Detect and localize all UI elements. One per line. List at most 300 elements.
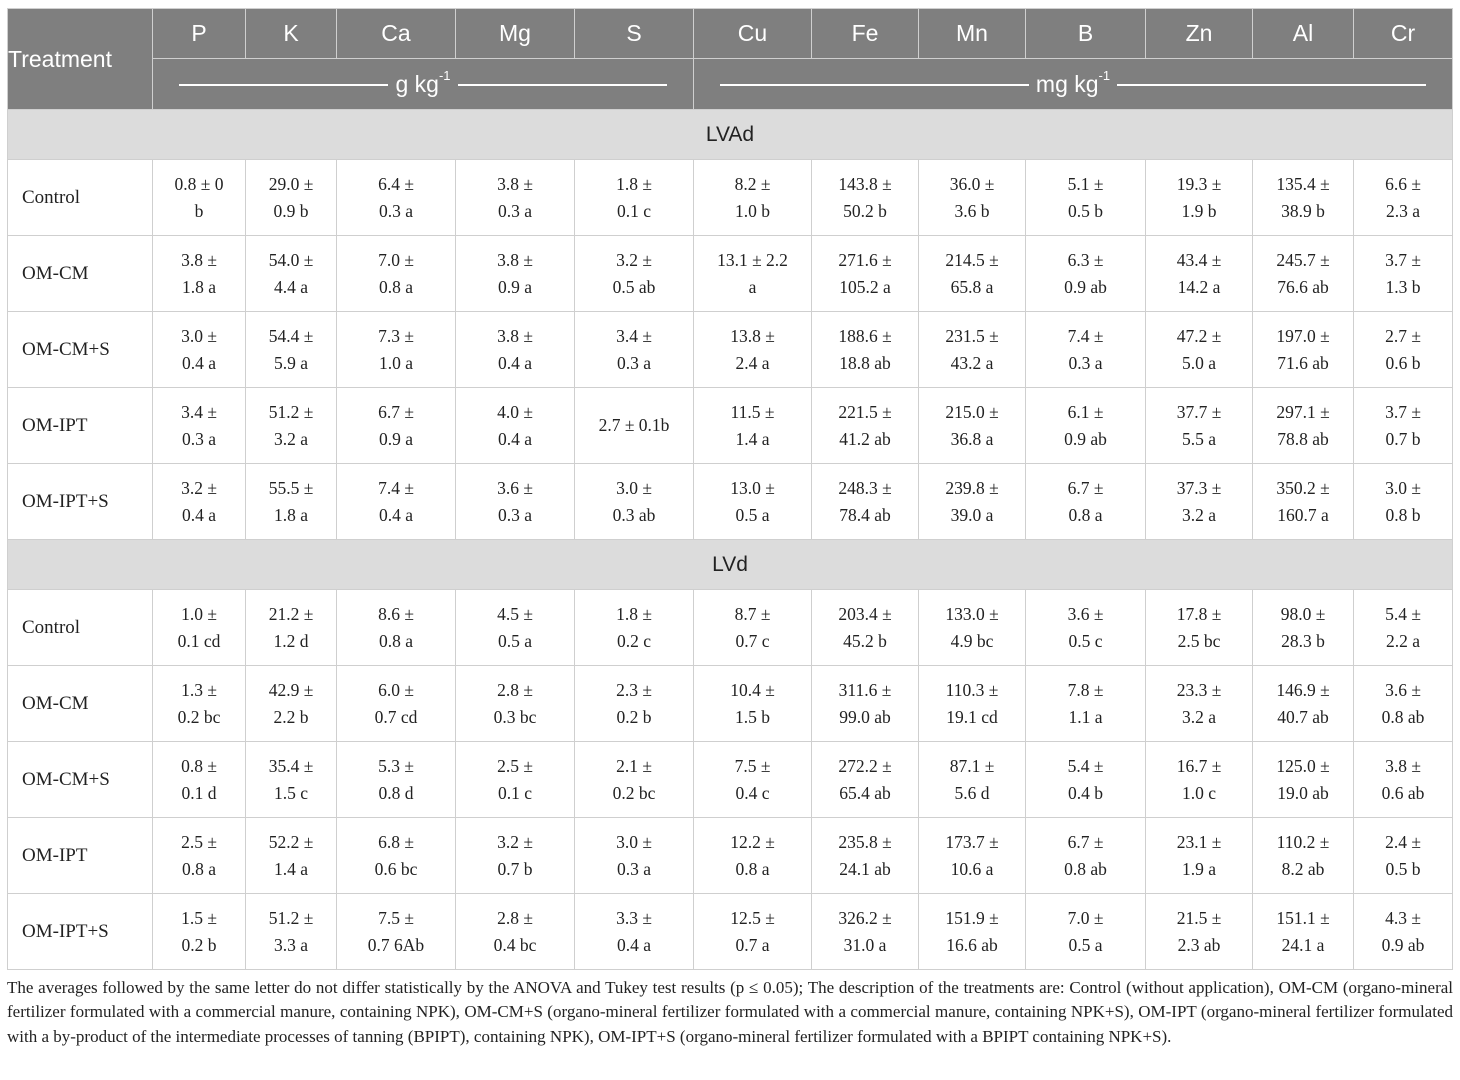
value-error: 0.5 ab xyxy=(612,276,656,297)
value-mean: 7.5 ± xyxy=(378,907,414,928)
value-error: 2.2 b xyxy=(273,706,309,727)
value-mean: 3.6 ± xyxy=(497,477,533,498)
treatment-cell: OM-CM xyxy=(8,666,153,742)
value-cell xyxy=(1026,666,1146,742)
value-error: 1.9 b xyxy=(1181,200,1217,221)
value-error: 4.4 a xyxy=(273,276,309,297)
value-mean: 2.3 ± xyxy=(616,679,652,700)
value-mean: 3.4 ± xyxy=(616,325,652,346)
value-cell xyxy=(694,312,812,388)
value-error: 0.9 ab xyxy=(1064,428,1107,449)
value-error: 0.6 bc xyxy=(374,858,418,879)
value-error: 78.4 ab xyxy=(839,504,891,525)
col-header-al: Al xyxy=(1253,9,1354,59)
value-mean: 3.4 ± xyxy=(181,401,217,422)
value-mean: 6.7 ± xyxy=(378,401,414,422)
value-cell xyxy=(575,160,694,236)
value-error: 1.5 c xyxy=(273,782,309,803)
value-error: 0.8 a xyxy=(378,276,414,297)
value-error: 0.4 a xyxy=(378,504,414,525)
value-cell xyxy=(1354,894,1453,970)
value-mean: 5.1 ± xyxy=(1067,173,1104,194)
value-cell xyxy=(1146,742,1253,818)
value-cell xyxy=(337,236,456,312)
value-error: 0.1 c xyxy=(497,782,533,803)
value-mean: 0.8 ± xyxy=(181,755,217,776)
value-error: 105.2 a xyxy=(839,276,891,297)
group-header-row xyxy=(8,110,1453,160)
value-mean: 16.7 ± xyxy=(1176,755,1222,776)
value-cell xyxy=(456,742,575,818)
value-cell xyxy=(1146,160,1253,236)
value-mean: 125.0 ± xyxy=(1276,755,1330,776)
value-mean: 3.7 ± xyxy=(1385,249,1421,270)
value-error: 3.2 a xyxy=(273,428,309,449)
value-mean: 7.3 ± xyxy=(378,325,414,346)
table-row xyxy=(8,236,1453,312)
value-error: 0.9 b xyxy=(273,200,309,221)
value-mean: 133.0 ± xyxy=(945,603,999,624)
value-cell xyxy=(1354,666,1453,742)
value-error: 0.5 a xyxy=(497,630,533,651)
value-cell xyxy=(694,590,812,666)
value-error: 5.6 d xyxy=(954,782,990,803)
value-error: 2.4 a xyxy=(735,352,770,373)
value-mean: 214.5 ± xyxy=(945,249,999,270)
value-cell xyxy=(575,818,694,894)
value-error: 71.6 ab xyxy=(1277,352,1329,373)
value-cell xyxy=(694,818,812,894)
value-error: 2.2 a xyxy=(1385,630,1421,651)
value-error: 0.8 b xyxy=(1385,504,1421,525)
col-header-ca: Ca xyxy=(337,9,456,59)
value-cell xyxy=(1026,160,1146,236)
value-cell xyxy=(812,666,919,742)
value-cell xyxy=(1253,666,1354,742)
value-error: 0.3 a xyxy=(1068,352,1103,373)
value-mean: 3.8 ± xyxy=(497,325,533,346)
value-error: 0.6 b xyxy=(1385,352,1421,373)
value-error: 0.9 a xyxy=(497,276,533,297)
value-error: 0.3 ab xyxy=(612,504,656,525)
value-cell xyxy=(1253,464,1354,540)
value-error: 39.0 a xyxy=(950,504,994,525)
value-error: 0.7 cd xyxy=(374,706,418,727)
value-cell xyxy=(1253,312,1354,388)
value-error: 0.4 a xyxy=(181,504,217,525)
value-mean: 8.2 ± xyxy=(734,173,771,194)
value-mean: 135.4 ± xyxy=(1276,173,1330,194)
value-cell xyxy=(694,388,812,464)
value-mean: 12.2 ± xyxy=(730,831,775,852)
value-cell xyxy=(1253,894,1354,970)
value-cell xyxy=(919,236,1026,312)
value-cell xyxy=(1146,818,1253,894)
value-cell xyxy=(153,160,246,236)
value-error: 65.4 ab xyxy=(839,782,891,803)
value-error: 0.2 bc xyxy=(612,782,656,803)
value-error: 3.6 b xyxy=(954,200,990,221)
col-header-zn: Zn xyxy=(1146,9,1253,59)
value-mean: 3.8 ± xyxy=(181,249,217,270)
value-mean: 2.7 ± xyxy=(1385,325,1421,346)
value-mean: 7.4 ± xyxy=(378,477,414,498)
value-error: 19.1 cd xyxy=(946,706,998,727)
value-error: b xyxy=(194,200,204,221)
value-mean: 215.0 ± xyxy=(945,401,999,422)
value-mean: 3.0 ± xyxy=(181,325,217,346)
value-cell xyxy=(246,818,337,894)
value-cell xyxy=(456,464,575,540)
value-error: 28.3 b xyxy=(1281,630,1325,651)
value-error: 0.9 ab xyxy=(1381,934,1425,955)
col-header-k: K xyxy=(246,9,337,59)
value-cell xyxy=(575,464,694,540)
value-error: 0.3 a xyxy=(616,352,652,373)
value-mean: 3.8 ± xyxy=(1385,755,1421,776)
value-mean: 51.2 ± xyxy=(268,401,314,422)
value-mean: 245.7 ± xyxy=(1276,249,1330,270)
value-mean: 8.7 ± xyxy=(734,603,771,624)
value-mean: 37.7 ± xyxy=(1176,401,1222,422)
value-cell xyxy=(919,312,1026,388)
value-error: 0.9 a xyxy=(378,428,414,449)
value-error: 0.3 a xyxy=(497,200,533,221)
value-mean: 311.6 ± xyxy=(838,679,892,700)
value-mean: 5.3 ± xyxy=(378,755,414,776)
value-mean: 43.4 ± xyxy=(1176,249,1222,270)
value-cell xyxy=(246,236,337,312)
treatment-header: Treatment xyxy=(8,9,153,110)
value-mean: 5.4 ± xyxy=(1385,603,1421,624)
value-error: 24.1 ab xyxy=(839,858,891,879)
value-cell xyxy=(575,742,694,818)
value-error: 14.2 a xyxy=(1177,276,1221,297)
value-cell xyxy=(456,236,575,312)
value-mean: 203.4 ± xyxy=(838,603,892,624)
value-cell xyxy=(153,312,246,388)
value-cell xyxy=(1146,388,1253,464)
value-error: 0.5 b xyxy=(1385,858,1421,879)
value-cell xyxy=(1146,590,1253,666)
value-cell xyxy=(456,160,575,236)
value-mean: 3.0 ± xyxy=(616,477,652,498)
value-error: 38.9 b xyxy=(1281,200,1325,221)
value-mean: 4.0 ± xyxy=(497,401,533,422)
value-cell xyxy=(575,312,694,388)
value-error: 40.7 ab xyxy=(1277,706,1329,727)
value-mean: 297.1 ± xyxy=(1276,401,1330,422)
value-cell xyxy=(812,312,919,388)
value-cell xyxy=(1354,742,1453,818)
value-mean: 3.7 ± xyxy=(1385,401,1421,422)
value-cell xyxy=(1146,312,1253,388)
value-error: 0.5 c xyxy=(1068,630,1103,651)
col-header-mg: Mg xyxy=(456,9,575,59)
value-cell xyxy=(919,160,1026,236)
value-mean: 2.7 ± 0.1b xyxy=(598,415,670,435)
value-error: 0.3 a xyxy=(181,428,217,449)
value-error: 50.2 b xyxy=(843,200,887,221)
value-cell xyxy=(1354,160,1453,236)
value-cell xyxy=(153,464,246,540)
value-cell xyxy=(153,818,246,894)
value-error: 3.2 a xyxy=(1181,706,1217,727)
value-error: 0.4 bc xyxy=(493,934,537,955)
value-cell xyxy=(812,818,919,894)
value-mean: 10.4 ± xyxy=(730,679,775,700)
value-cell xyxy=(812,590,919,666)
value-cell xyxy=(919,388,1026,464)
value-mean: 3.8 ± xyxy=(497,249,533,270)
value-mean: 3.6 ± xyxy=(1385,679,1421,700)
value-mean: 87.1 ± xyxy=(949,755,995,776)
value-mean: 0.8 ± 0 xyxy=(174,173,224,194)
value-cell xyxy=(812,388,919,464)
value-mean: 8.6 ± xyxy=(378,603,414,624)
table-row xyxy=(8,894,1453,970)
value-error: 0.8 ab xyxy=(1064,858,1107,879)
value-error: 0.8 d xyxy=(378,782,414,803)
table-row xyxy=(8,666,1453,742)
value-mean: 7.8 ± xyxy=(1067,679,1104,700)
value-cell xyxy=(456,590,575,666)
value-error: 10.6 a xyxy=(950,858,994,879)
value-error: 3.2 a xyxy=(1181,504,1217,525)
value-cell xyxy=(1253,388,1354,464)
value-cell xyxy=(1253,236,1354,312)
value-mean: 143.8 ± xyxy=(838,173,892,194)
value-mean: 110.2 ± xyxy=(1276,831,1330,852)
value-error: 31.0 a xyxy=(843,934,887,955)
group-label: LVAd xyxy=(8,110,1453,160)
col-header-s: S xyxy=(575,9,694,59)
value-mean: 19.3 ± xyxy=(1176,173,1222,194)
value-cell xyxy=(1146,236,1253,312)
value-cell xyxy=(246,464,337,540)
value-mean: 3.6 ± xyxy=(1067,603,1104,624)
value-cell xyxy=(337,742,456,818)
value-mean: 239.8 ± xyxy=(945,477,999,498)
col-header-b: B xyxy=(1026,9,1146,59)
group-label: LVd xyxy=(8,540,1453,590)
value-mean: 3.3 ± xyxy=(616,907,652,928)
nutrient-table xyxy=(7,8,1453,970)
value-cell xyxy=(246,590,337,666)
value-mean: 3.0 ± xyxy=(1385,477,1421,498)
value-mean: 2.5 ± xyxy=(497,755,533,776)
value-mean: 98.0 ± xyxy=(1280,603,1326,624)
value-mean: 13.1 ± 2.2 xyxy=(717,249,788,270)
value-mean: 151.1 ± xyxy=(1276,907,1330,928)
value-mean: 173.7 ± xyxy=(945,831,999,852)
value-mean: 6.3 ± xyxy=(1067,249,1104,270)
value-cell xyxy=(812,464,919,540)
value-cell xyxy=(337,388,456,464)
value-mean: 350.2 ± xyxy=(1276,477,1330,498)
col-header-p: P xyxy=(153,9,246,59)
value-error: 0.3 a xyxy=(497,504,533,525)
value-mean: 1.8 ± xyxy=(616,603,652,624)
table-row xyxy=(8,742,1453,818)
value-cell xyxy=(153,236,246,312)
value-cell xyxy=(1026,818,1146,894)
value-cell xyxy=(1253,818,1354,894)
value-mean: 21.2 ± xyxy=(268,603,314,624)
value-cell xyxy=(1354,464,1453,540)
value-cell xyxy=(694,742,812,818)
treatment-cell: Control xyxy=(8,590,153,666)
value-mean: 54.4 ± xyxy=(268,325,314,346)
value-error: 0.2 b xyxy=(181,934,217,955)
value-cell xyxy=(153,666,246,742)
value-error: 0.7 b xyxy=(497,858,533,879)
value-cell xyxy=(919,742,1026,818)
value-mean: 23.1 ± xyxy=(1176,831,1222,852)
value-mean: 3.2 ± xyxy=(497,831,533,852)
value-mean: 7.5 ± xyxy=(734,755,771,776)
value-mean: 1.5 ± xyxy=(181,907,217,928)
value-mean: 6.6 ± xyxy=(1385,173,1421,194)
value-error: a xyxy=(748,276,757,297)
value-error: 1.0 a xyxy=(378,352,414,373)
group-header-row xyxy=(8,540,1453,590)
value-cell xyxy=(1026,590,1146,666)
value-mean: 248.3 ± xyxy=(838,477,892,498)
value-mean: 235.8 ± xyxy=(838,831,892,852)
value-error: 0.5 a xyxy=(1068,934,1103,955)
treatment-cell: OM-CM+S xyxy=(8,742,153,818)
table-body xyxy=(8,110,1453,970)
unit-rule-right xyxy=(1117,84,1426,86)
value-cell xyxy=(575,590,694,666)
table-footnote: The averages followed by the same letter do not differ statistically by the ANOVA and Tukey test results (p ≤ 0.05); The description of the treatments are: Control (without application), OM-CM (organo-mineral fertilizer formulated with a commercial manure, containing NPK), OM-CM+S (organo-mineral fertilizer formulated with a commercial manure, containing NPK+S), OM-IPT (organo-mineral fertilizer formulated with a by-product of the intermediate processes of tanning (BPIPT), containing NPK), OM-IPT+S (organo-mineral fertilizer formulated with a BPIPT containing NPK+S). xyxy=(7,978,1453,1046)
table-row xyxy=(8,590,1453,666)
unit-row xyxy=(8,59,1453,110)
value-error: 4.9 bc xyxy=(950,630,994,651)
value-mean: 51.2 ± xyxy=(268,907,314,928)
value-error: 16.6 ab xyxy=(946,934,998,955)
col-header-fe: Fe xyxy=(812,9,919,59)
value-cell xyxy=(694,464,812,540)
value-error: 0.8 a xyxy=(378,630,414,651)
value-error: 0.5 b xyxy=(1068,200,1103,221)
value-cell xyxy=(1146,894,1253,970)
value-mean: 54.0 ± xyxy=(268,249,314,270)
value-cell xyxy=(1026,742,1146,818)
table-row xyxy=(8,312,1453,388)
value-error: 99.0 ab xyxy=(839,706,891,727)
value-mean: 6.0 ± xyxy=(378,679,414,700)
value-mean: 271.6 ± xyxy=(838,249,892,270)
value-mean: 37.3 ± xyxy=(1176,477,1222,498)
treatment-cell: OM-IPT xyxy=(8,388,153,464)
value-cell xyxy=(246,742,337,818)
value-cell xyxy=(694,894,812,970)
value-mean: 42.9 ± xyxy=(268,679,314,700)
value-cell xyxy=(337,590,456,666)
treatment-cell: OM-CM xyxy=(8,236,153,312)
value-error: 0.8 ab xyxy=(1381,706,1425,727)
value-cell xyxy=(153,894,246,970)
value-error: 0.9 ab xyxy=(1064,276,1107,297)
value-cell xyxy=(694,236,812,312)
value-mean: 35.4 ± xyxy=(268,755,314,776)
value-error: 1.8 a xyxy=(181,276,217,297)
value-error: 0.4 a xyxy=(497,428,533,449)
value-error: 0.2 c xyxy=(616,630,652,651)
value-error: 0.1 c xyxy=(616,200,652,221)
value-error: 0.6 ab xyxy=(1381,782,1425,803)
value-cell xyxy=(246,894,337,970)
value-cell xyxy=(337,312,456,388)
value-cell xyxy=(337,894,456,970)
value-cell xyxy=(1026,894,1146,970)
unit-rule-left xyxy=(179,84,388,86)
value-error: 0.8 a xyxy=(735,858,770,879)
value-cell xyxy=(246,666,337,742)
value-error: 5.9 a xyxy=(273,352,309,373)
col-header-cu: Cu xyxy=(694,9,812,59)
value-error: 0.7 b xyxy=(1385,428,1421,449)
value-mean: 2.8 ± xyxy=(497,907,533,928)
value-error: 160.7 a xyxy=(1277,504,1329,525)
value-mean: 6.8 ± xyxy=(378,831,414,852)
value-cell xyxy=(1026,388,1146,464)
value-error: 1.4 a xyxy=(735,428,770,449)
value-error: 41.2 ab xyxy=(839,428,891,449)
value-cell xyxy=(456,666,575,742)
value-mean: 221.5 ± xyxy=(838,401,892,422)
value-error: 0.4 c xyxy=(735,782,770,803)
value-mean: 231.5 ± xyxy=(945,325,999,346)
value-cell xyxy=(1253,160,1354,236)
value-mean: 146.9 ± xyxy=(1276,679,1330,700)
value-cell xyxy=(1253,742,1354,818)
value-mean: 4.3 ± xyxy=(1385,907,1421,928)
value-cell xyxy=(1026,236,1146,312)
value-error: 43.2 a xyxy=(950,352,994,373)
value-mean: 3.2 ± xyxy=(616,249,652,270)
value-error: 2.3 ab xyxy=(1177,934,1221,955)
value-mean: 272.2 ± xyxy=(838,755,892,776)
value-error: 18.8 ab xyxy=(839,352,891,373)
value-cell xyxy=(1354,312,1453,388)
value-error: 8.2 ab xyxy=(1281,858,1325,879)
value-error: 0.1 cd xyxy=(177,630,221,651)
value-cell xyxy=(812,160,919,236)
value-mean: 1.0 ± xyxy=(181,603,217,624)
value-cell xyxy=(919,666,1026,742)
value-error: 0.8 a xyxy=(1068,504,1103,525)
value-error: 0.2 b xyxy=(616,706,652,727)
value-error: 0.3 a xyxy=(616,858,652,879)
value-cell xyxy=(153,590,246,666)
value-error: 19.0 ab xyxy=(1277,782,1329,803)
value-error: 0.7 a xyxy=(735,934,770,955)
value-cell xyxy=(1354,388,1453,464)
value-mean: 6.7 ± xyxy=(1067,477,1104,498)
value-mean: 2.1 ± xyxy=(616,755,652,776)
value-error: 0.1 d xyxy=(181,782,217,803)
value-mean: 6.4 ± xyxy=(378,173,414,194)
treatment-cell: Control xyxy=(8,160,153,236)
value-error: 76.6 ab xyxy=(1277,276,1329,297)
value-mean: 11.5 ± xyxy=(730,401,775,422)
value-mean: 7.0 ± xyxy=(1067,907,1104,928)
value-cell xyxy=(246,160,337,236)
value-cell xyxy=(919,590,1026,666)
